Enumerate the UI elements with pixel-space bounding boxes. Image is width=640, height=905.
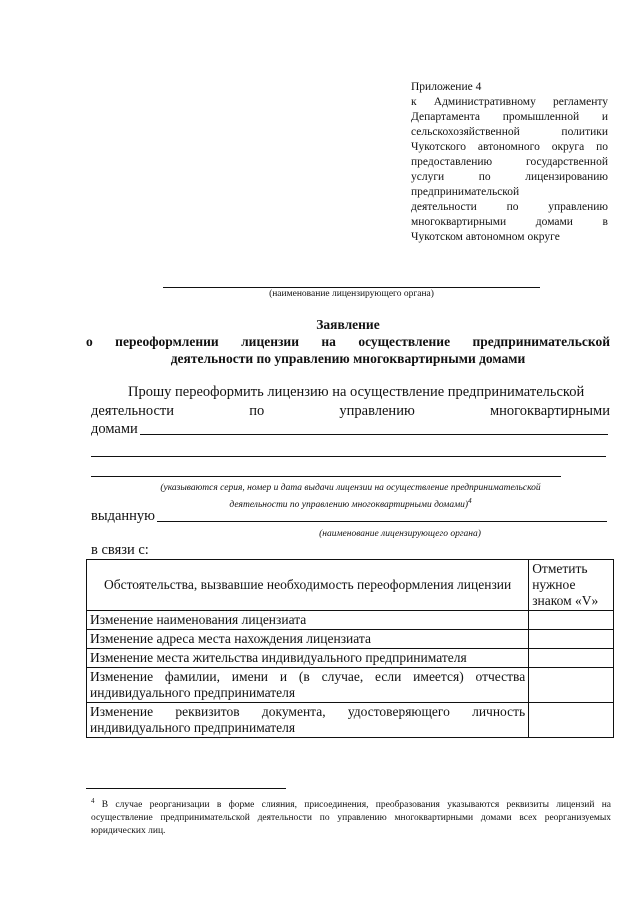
- appendix-block: [411, 80, 608, 245]
- appendix-line: деятельности по управлению: [411, 201, 608, 213]
- mark-cell[interactable]: [529, 703, 614, 738]
- title-line: о переоформлении лицензии на осуществление предпринимательской: [86, 334, 610, 349]
- document-title: [86, 316, 610, 367]
- table-row: [87, 611, 614, 630]
- circumstance-cell: Изменение места жительства индивидуального предпринимателя: [87, 649, 529, 668]
- appendix-line: Департамента промышленной и: [411, 111, 608, 123]
- table-row: [87, 649, 614, 668]
- caption-line: деятельности по управлению многоквартирными домами): [229, 500, 469, 511]
- license-details-field-line[interactable]: [91, 456, 606, 457]
- license-details-row: [91, 420, 608, 438]
- issued-by-caption: (наименование лицензирующего органа): [319, 529, 481, 539]
- footnote-mark: 4: [91, 797, 95, 805]
- appendix-line: услуги по лицензированию: [411, 171, 608, 183]
- table-row: [87, 668, 614, 703]
- circumstance-cell: Изменение реквизитов документа, удостоверяющего личность индивидуального предпринимателя: [87, 703, 529, 738]
- mark-cell[interactable]: [529, 630, 614, 649]
- appendix-line: Чукотском автономном округе: [411, 231, 560, 243]
- circumstances-table: [86, 559, 614, 738]
- issued-by-row: [91, 507, 607, 525]
- license-details-field[interactable]: [140, 434, 608, 435]
- footnote-separator: [86, 788, 286, 789]
- circumstances-header: Обстоятельства, вызвавшие необходимость переоформления лицензии: [87, 560, 529, 611]
- appendix-line: предпринимательской: [411, 186, 520, 198]
- appendix-line: многоквартирными домами в: [411, 216, 608, 228]
- request-paragraph-line: Прошу переоформить лицензию на осуществление предпринимательской: [128, 384, 585, 400]
- request-paragraph-line: деятельности по управлению многоквартирными: [91, 403, 610, 419]
- footnote-reference: 4: [468, 497, 472, 505]
- licensing-body-caption: (наименование лицензирующего органа): [269, 289, 434, 299]
- license-details-field-line[interactable]: [91, 476, 561, 477]
- in-connection-label: в связи с:: [91, 542, 149, 558]
- mark-cell[interactable]: [529, 668, 614, 703]
- circumstance-cell: Изменение фамилии, имени и (в случае, если имеется) отчества индивидуального предпринимателя: [87, 668, 529, 703]
- appendix-line: предоставлению государственной: [411, 156, 608, 168]
- caption-line: (указываются серия, номер и дата выдачи лицензии на осуществление предпринимательской: [160, 483, 541, 493]
- issued-label: выданную: [91, 508, 156, 524]
- mark-cell[interactable]: [529, 649, 614, 668]
- appendix-line: сельскохозяйственной политики: [411, 126, 608, 138]
- mark-cell[interactable]: [529, 611, 614, 630]
- footnote: [91, 795, 611, 838]
- table-row: [87, 703, 614, 738]
- appendix-line: Приложение 4: [411, 81, 482, 93]
- licensing-body-field[interactable]: [163, 287, 540, 288]
- table-header-row: [87, 560, 614, 611]
- table-row: [87, 630, 614, 649]
- title-line: деятельности по управлению многоквартирными домами: [170, 351, 526, 366]
- mark-header: Отметить нужное знаком «V»: [529, 560, 614, 611]
- houses-label: домами: [91, 421, 138, 437]
- appendix-line: к Административному регламенту: [411, 96, 608, 108]
- circumstance-cell: Изменение адреса места нахождения лицензиата: [87, 630, 529, 649]
- footnote-text: В случае реорганизации в форме слияния, присоединения, преобразования указываются реквизиты лицензий на осуществление предпринимательской деятельности по управлению многоквартирными домами всех реорганизуемых юридических лиц.: [91, 800, 611, 837]
- issued-by-field[interactable]: [157, 521, 607, 522]
- title-word: Заявление: [316, 317, 380, 332]
- appendix-line: Чукотского автономного округа по: [411, 141, 608, 153]
- circumstance-cell: Изменение наименования лицензиата: [87, 611, 529, 630]
